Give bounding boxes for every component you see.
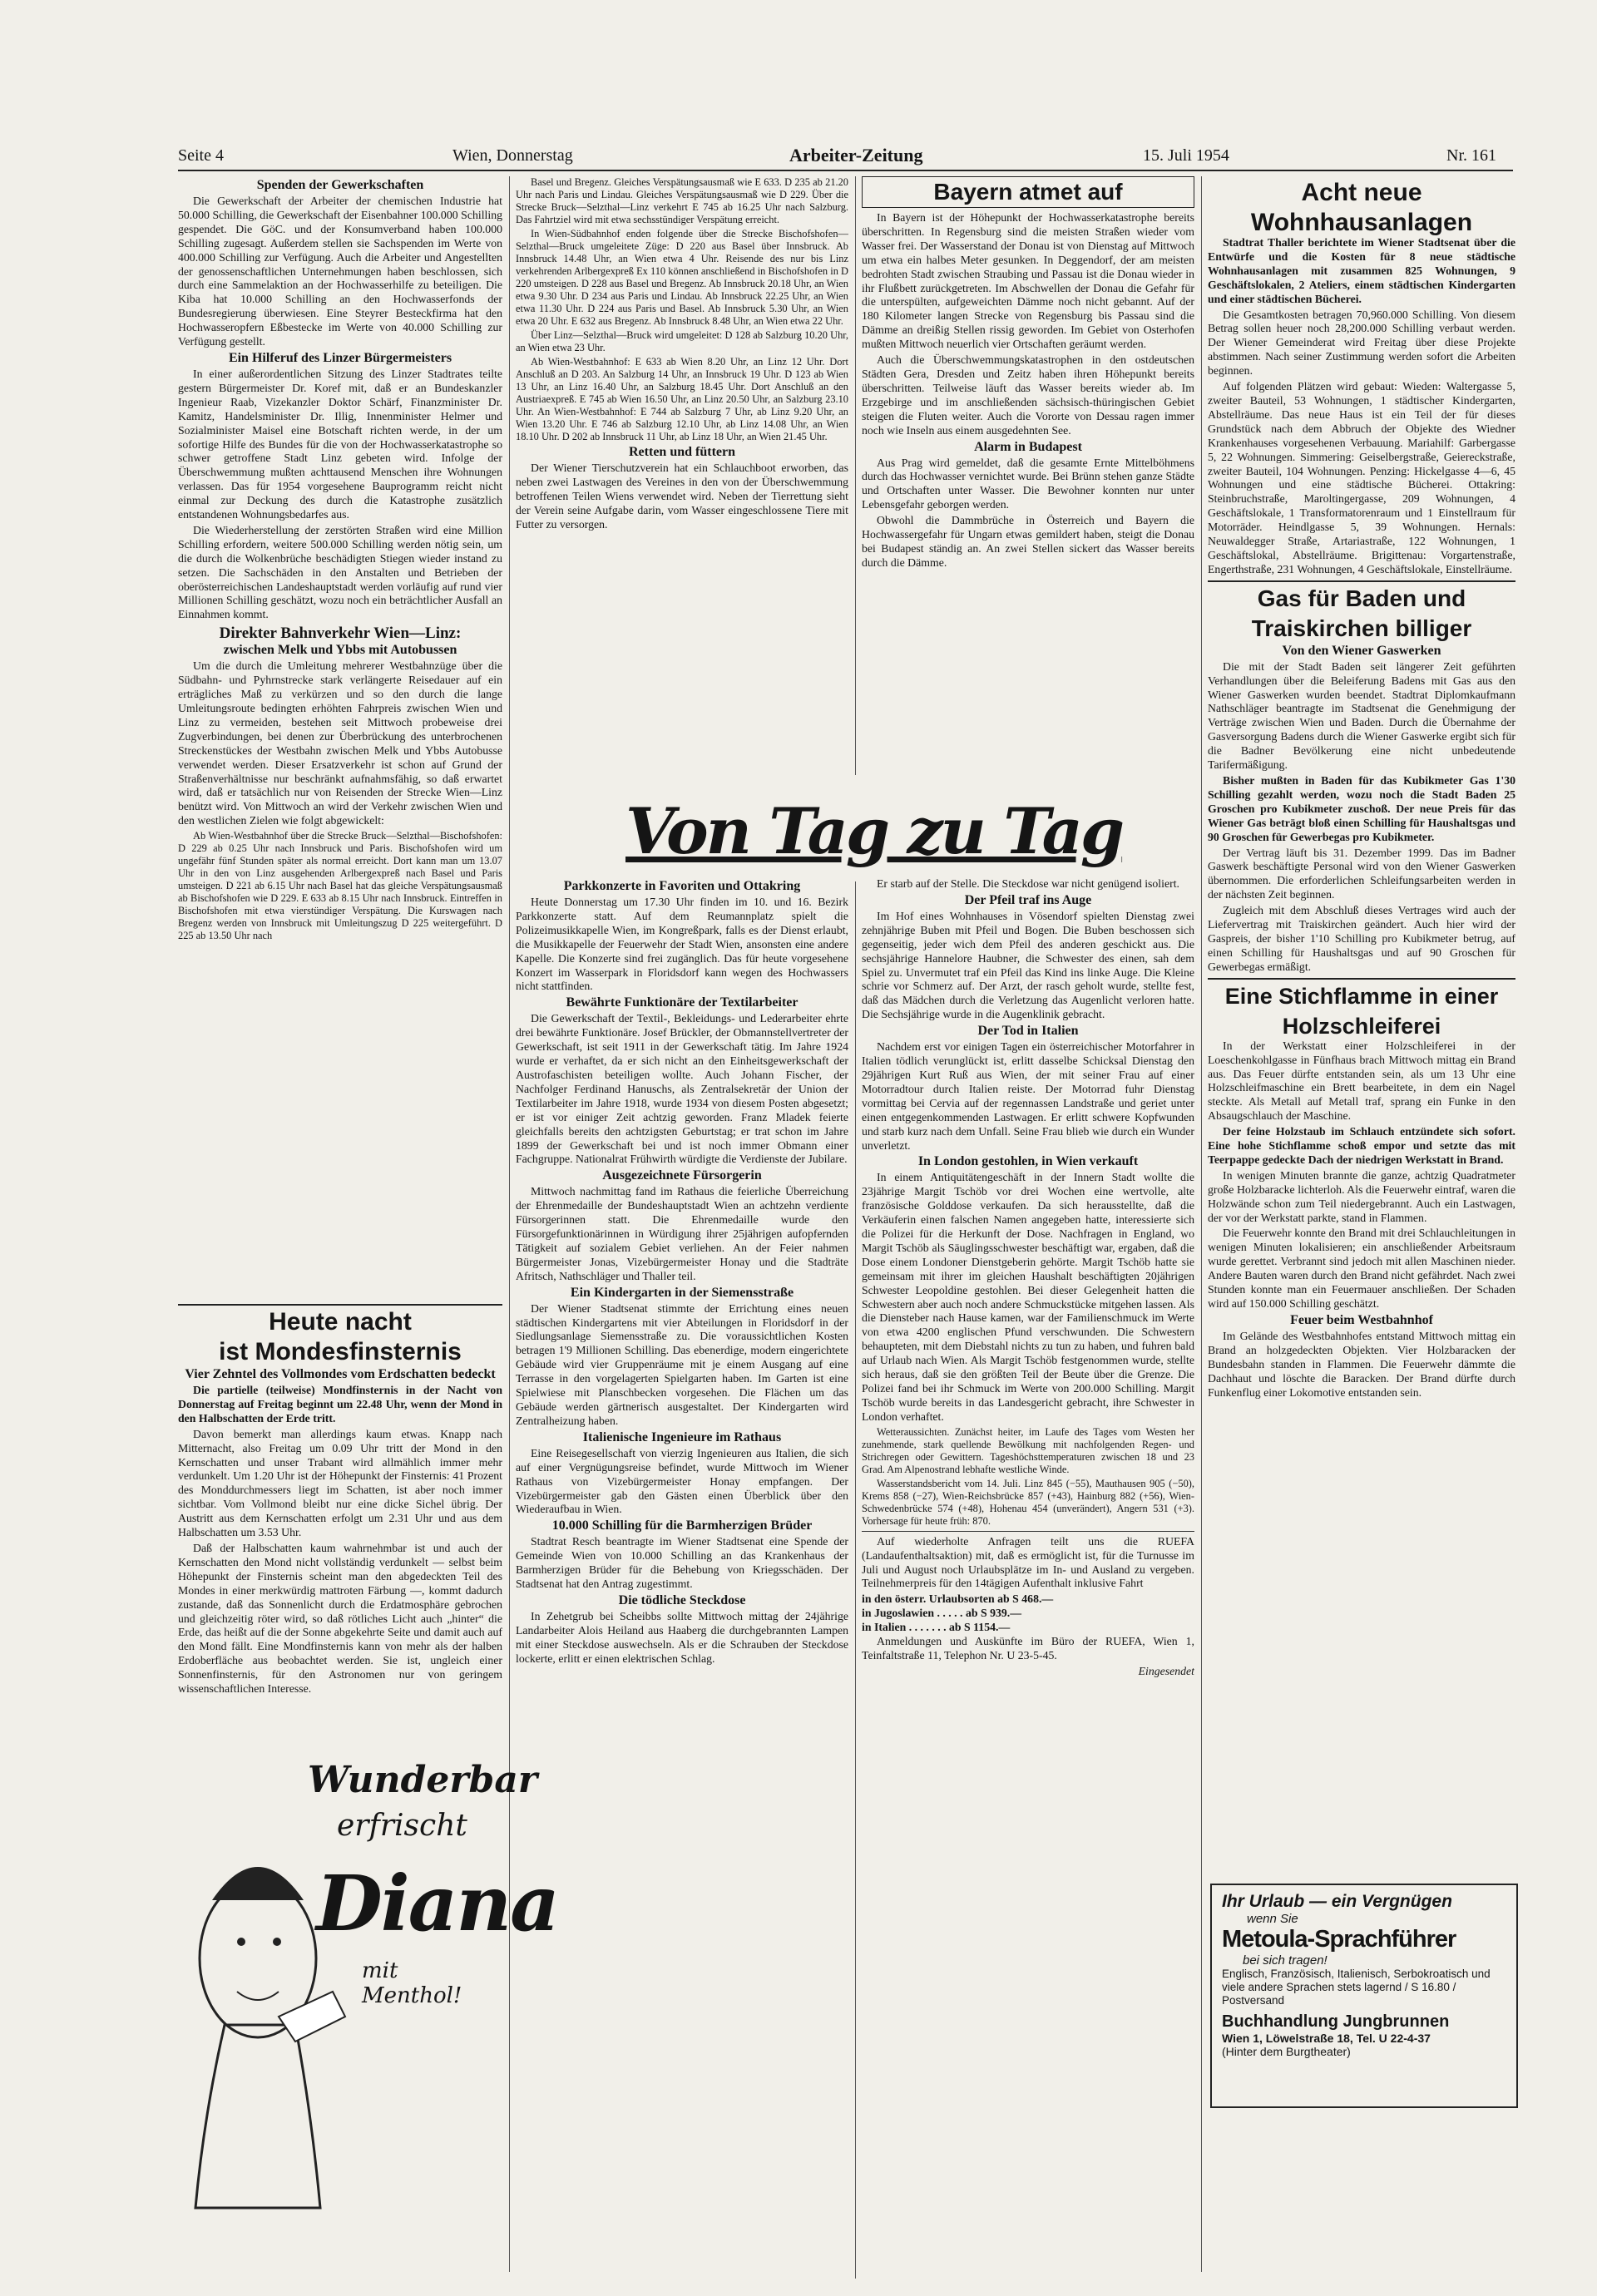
divider bbox=[862, 1531, 1194, 1532]
article-headline: Acht neue bbox=[1301, 179, 1422, 206]
article-headline: ist Mondesfinsternis bbox=[219, 1338, 462, 1365]
article-subtitle: Von den Wiener Gaswerken bbox=[1282, 643, 1441, 658]
article-text: Der Wiener Tierschutzverein hat ein Schlauchboot erworben, das neben zwei Lastwagen des Vereines in den von der Überschwemmung betroffenen Teilen Wiens verwendet wird. Neben der Tierrettung sieht der Verein seine Aufgabe darin, vom Wasser eingeschlossene Tiere mit Futter zu versorgen. bbox=[516, 462, 848, 531]
article-text: Zugleich mit dem Abschluß dieses Vertrages wird auch der Liefervertrag mit Traiskirchen geändert. Auch hier wird der Gaspreis, der bisher 1'10 Schilling pro Kubikmeter betrug, auf einen Schilling für Haushaltsgas und auf 90 Groschen für Gewerbegas ermäßigt. bbox=[1208, 904, 1515, 973]
ad-slogan: Wunderbar bbox=[308, 1759, 538, 1801]
ad-address: Wien 1, Löwelstraße 18, Tel. U 22-4-37 bbox=[1222, 2032, 1431, 2045]
masthead bbox=[178, 146, 1513, 168]
ad-languages: Englisch, Französisch, Italienisch, Serbokroatisch und viele andere Sprachen stets lagernd / S 16.80 / Postversand bbox=[1222, 1968, 1491, 2007]
water-level-report: Wasserstandsbericht vom 14. Juli. Linz 845 (−55), Mauthausen 905 (−50), Krems 858 (−27), Wien-Reichsbrücke 857 (+43), Hainburg 882 (+56), Wien-Schwedenbrücke 574 (+48), Hohenau 454 (unverändert), Angern 531 (+3). Vorhersage für heute früh: 870. bbox=[862, 1477, 1194, 1527]
article-title: Bewährte Funktionäre der Textilarbeiter bbox=[566, 995, 798, 1010]
article-text: Er starb auf der Stelle. Die Steckdose war nicht genügend isoliert. bbox=[877, 877, 1179, 890]
article-headline: Eine Stichflamme in einer bbox=[1224, 983, 1499, 1009]
article-text: Auf folgenden Plätzen wird gebaut: Wieden: Waltergasse 5, zweiter Bauteil, 53 Wohnungen, 1 städtischer Kindergarten, Abstellräume. Das neue Haus ist ein Teil der für dieses Grundstück nach dem Abbruch der Objekte des Wiedner Krankenhauses vorgesehenen Verbauung. Mariahilf: Garbergasse 5, 22 Wohnungen. Simmering: Geiselbergstraße, Geiereckstraße, zweiter Bauteil, 104 Wohnungen. Penzing: Hickelgasse 4—6, 45 Wohnungen und eine städtische Bücherei. Ottakring: Steinbruchstraße, Maroltingergasse, 209 Wohnungen, 4 Geschäftslokale, 1 Transformatorenraum und 1 Einstellraum für Motorräder. Heindlgasse 5, 39 Wohnungen. Hernals: Neuwaldegger Straße, Artariastraße, 122 Wohnungen, 1 Geschäftslokal, Abstellräume. Brigittenau: Vorgartenstraße, Engerthstraße, 231 Wohnungen, 4 Geschäftslokale, Einstellräume. bbox=[1208, 380, 1515, 575]
article-headline: Traiskirchen billiger bbox=[1251, 615, 1472, 641]
article-title: Spenden der Gewerkschaften bbox=[256, 178, 424, 192]
article-text: Basel und Bregenz. Gleiches Verspätungsausmaß wie E 633. D 235 ab 21.20 Uhr nach Paris und Lindau. Gleiches Verspätungsausmaß wie D 229. Über die Strecke Bruck—Selzthal—Linz verkehrt E 745 ab 16.25 Uhr nach Salzburg. Das Fahrtziel wird mit etwa sechsstündiger Verspätung erreicht. bbox=[516, 176, 848, 225]
article-text: Ab Wien-Westbahnhof über die Strecke Bruck—Selzthal—Bischofshofen: D 229 ab 0.25 Uhr nach Innsbruck und Paris. Bischofshofen wird um ungefähr fünf Stunden später als normal erreicht. Dort kann man um 13.07 Uhr in den von Linz ausgehenden Arlbergexpreß nach Basel und Paris umsteigen. D 221 ab 6.15 Uhr nach Basel hat das gleiche Verspätungsausmaß ab Bischofshofen wie D 229. E 633 ab 8.15 Uhr nach Innsbruck. Eintreffen in Bischofshofen mit etwa vierstündiger Verspätung. Die Kurswagen nach Bregenz werden von Innsbruck mit Umleitungszug D 225 weitergeführt. D 225 ab 13.50 Uhr nach bbox=[178, 830, 502, 942]
ad-brand: Diana bbox=[316, 1859, 558, 1948]
article-headline: Wohnhausanlagen bbox=[1250, 209, 1473, 236]
article-text: Eine Reisegesellschaft von vierzig Ingenieuren aus Italien, die sich auf einer Vergnügungsreise befindet, wurde Mittwoch im Wiener Rathaus von Vizebürgermeister Honay empfangen. Der Vizebürgermeister gab den Gästen einen Überblick über den Wiederaufbau in Wien. bbox=[516, 1446, 848, 1516]
column-3-lower bbox=[862, 877, 1194, 2274]
article-headline: Gas für Baden und bbox=[1257, 585, 1466, 611]
ruefa-price: in Italien . . . . . . . ab S 1154.— bbox=[862, 1621, 1011, 1634]
article-text: Im Gelände des Westbahnhofes entstand Mittwoch mittag ein Brand an holzgedeckten Objekten. Vier Holzbaracken der Bundesbahn standen in Flammen. Die Feuerwehr dämmte die Dachhaut und löschte die Baracken. Der Brand dürfte durch Funkenflug einer Lokomotive entstanden sein. bbox=[1208, 1329, 1515, 1399]
ruefa-price: in den österr. Urlaubsorten ab S 468.— bbox=[862, 1592, 1054, 1606]
ruefa-price: in Jugoslawien . . . . . ab S 939.— bbox=[862, 1607, 1022, 1620]
article-title: Der Tod in Italien bbox=[977, 1024, 1079, 1039]
column-1 bbox=[178, 176, 502, 1311]
article-title: Feuer beim Westbahnhof bbox=[1290, 1312, 1433, 1327]
article-text: Daß der Halbschatten kaum wahrnehmbar ist und auch der Kernschatten den Mond nicht vollständig verdunkelt — selbst beim Höhepunkt der Finsternis scheint man den abgedeckten Teil des Mondes in einer merkwürdig mattroten Färbung —, kommt dadurch zustande, daß das Sonnenlicht durch die Erdatmosphäre gebrochen und gleichzeitig röter wird, so daß rötliches Licht auch „hinter“ die Erde, das heißt auf die der Sonne abgekehrte Seite und damit auch auf den Mond fällt. Eine Mondfinsternis kann von mehr als der halben Erdoberfläche aus beobachtet werden. Sie ist, ungleich einer Sonnenfinsternis, für den Astronomen nur von geringem wissenschaftlichen Interesse. bbox=[178, 1541, 502, 1696]
article-title: Parkkonzerte in Favoriten und Ottakring bbox=[563, 879, 801, 893]
ad-text: bei sich tragen! bbox=[1243, 1953, 1328, 1968]
diana-advertisement bbox=[179, 1742, 558, 2229]
place-date: Wien, Donnerstag bbox=[452, 146, 573, 165]
article-lead: Bisher mußten in Baden für das Kubikmeter Gas 1'30 Schilling gezahlt werden, wozu noch die Stadt Baden 25 Groschen pro Kubikmeter zuschoß. Der neue Preis für das Wiener Gas beträgt bloß einen Schilling für Haushaltsgas und 90 Groschen für Gewerbegas pro Kubikmeter. bbox=[1208, 774, 1515, 843]
metoula-advertisement bbox=[1210, 1884, 1518, 2108]
ad-text: wenn Sie bbox=[1247, 1912, 1298, 1926]
article-text: Auch die Überschwemmungskatastrophen in den ostdeutschen Städten Gera, Dresden und Zeitz haben ihren Höhepunkt bereits überschritten. Teilweise läuft das Wasser bereits wieder ab. Im Erzgebirge und im anschließenden sächsisch-thüringischen Gebiet steigen die Fluten weiter. Auch die Vororte von Dessau ragen immer noch wie Inseln aus einem ausgedehnten See. bbox=[862, 353, 1194, 437]
article-title: Ein Hilferuf des Linzer Bürgermeisters bbox=[228, 350, 452, 365]
article-text: Heute Donnerstag um 17.30 Uhr finden im 10. und 16. Bezirk Parkkonzerte statt. Auf dem Reumannplatz spielt die Polizeimusikkapelle Wien, im Kongreßpark, falls es der Dienst erlaubt, die Musikkapelle der Feuerwehr der Stadt Wien, ansonsten eine andere Kapelle. Die Konzerte sind frei zugänglich. Das für heute vorgesehene Konzert im Wasserpark in Floridsdorf kann wegen des Hochwassers nicht stattfinden. bbox=[516, 896, 848, 993]
article-text: Die Feuerwehr konnte den Brand mit drei Schlauchleitungen in wenigen Minuten lokalisieren; ein anschließender Arbeitsraum wurde gerettet. Verbrannt sind jedoch mit allen Maschinen nieder. Andere Bauten waren durch den Brand nicht gefährdet. Nach zwei Stunden konnte man ein Feuermauer anschließen. Der Schaden wird auf 150.000 Schilling geschätzt. bbox=[1208, 1227, 1515, 1310]
article-text: Der Wiener Stadtsenat stimmte der Errichtung eines neuen städtischen Kindergartens mit vier Abteilungen in Floridsdorf in der Siedlungsanlage Siemensstraße zu. Die voraussichtlichen Kosten betragen 1'9 Millionen Schilling. Das ebenerdige, modern eingerichtete Gebäude wird vier Gruppenräume mit je einem Ausgang auf eine Terrasse in den vorgelagerten Spielgarten haben. Im Garten ist eine Spielwiese mit Planschbecken vorgesehen. Die Flächen um das Gebäude werden gärtnerisch ausgestaltet. Der Kindergarten wird Zentralheizung haben. bbox=[516, 1301, 848, 1427]
column-rule bbox=[1201, 176, 1202, 2272]
article-title: Die tödliche Steckdose bbox=[618, 1592, 746, 1607]
ruefa-notice: Auf wiederholte Anfragen teilt uns die RUEFA (Landaufenthaltsaktion) mit, daß es ermöglicht ist, für die Turnusse im Juli und August noch Urlaubsplätze im In- und Ausland zu vergeben. Teilnehmerpreis für den 14tägigen Aufenthalt inklusive Fahrt bbox=[862, 1534, 1194, 1590]
article-subtitle: zwischen Melk und Ybbs mit Autobussen bbox=[223, 643, 457, 658]
article-title: Alarm in Budapest bbox=[974, 439, 1082, 454]
article-text: Um die durch die Umleitung mehrerer Westbahnzüge über die Südbahn- und Pyhrnstrecke stark verlängerte Reisedauer auf ein erträgliches Maß zu verkürzen und so den durch die lange Umleitungsroute bedingten erhöhten Fahrpreis zwischen Wien und Linz zu vermeiden, bestehen seit Mittwoch probeweise drei Zugverbindungen, bei denen zur Überbrückung des unterbrochenen Streckenstückes der Westbahn zwischen Melk und Ybbs Autobusse verwendet werden. Dieser Ersatzverkehr ist schon auf Grund der Straßenverhältnisse nur beschränkt aufnahmsfähig, so daß erwartet wird, daß er tatsächlich nur von Reisenden der Strecke Wien—Linz benützt wird. Von Mittwoch an wird der Verkehr zwischen Wien und den westlichen Zielen wie folgt abgewickelt: bbox=[178, 659, 502, 827]
ad-slogan: erfrischt bbox=[337, 1809, 467, 1843]
article-headline: Heute nacht bbox=[269, 1308, 412, 1336]
eclipse-article bbox=[178, 1304, 502, 1728]
ad-brand: Metoula-Sprachführer bbox=[1222, 1926, 1456, 1953]
article-text: In einem Antiquitätengeschäft in der Innern Stadt wollte die 23jährige Margit Tschöb vor drei Wochen eine wertvolle, alte französische Golddose verkaufen. Da sich herausstellte, daß die Verkäuferin einen falschen Namen angegeben hatte, interessierte sich die Polizei für die Herkunft der Dose. Nachfragen in England, wo Margit Tschöb als Säuglingsschwester beschäftigt war, ergaben, daß die Dose einem Londoner Dienstgeberin gehörte. Margit Tschöb hatte sie gemeinsam mit ihrer im gleichen Haushalt beschäftigten 20jährigen Schwester Leopoldine gestohlen. Bei dieser Gelegenheit hatten die Schwestern aber auch noch andere Schmuckstücke mitgehen lassen. Als die Diensteber nach Hause kamen, war der Familienschmuck im Werte von etwa 4200 englischen Pfund verschwunden. Die Schwestern behaupteten, mit dem Diebstahl nichts zu tun zu haben, und fuhren bald auf Urlaub nach Wien. Als Margit Tschöb festgenommen wurde, stellte sich heraus, daß sie den größten Teil der Beute über die Grenze. Die Polizei fand bei ihr Schmuck im Werte von 200.000 Schilling. Margit Tschöb wurde bereits in das Landesgericht gebracht, ihre Schwester in London verhaftet. bbox=[862, 1171, 1194, 1423]
article-text: Nachdem erst vor einigen Tagen ein österreichischer Motorfahrer in Italien tödlich verunglückt ist, erlitt dasselbe Schicksal Dienstag den 29jährigen Kurt Ruß aus Wien, der mit seiner Frau auf einer Motorradtour durch Italien reiste. Der Motorrad fuhr Dienstag vormittag bei Cervia auf der regennassen Landstraße und geriet unter einen entgegenkommenden Lastwagen. Er erlitt schwere Kopfwunden und starb kurz nach dem Unfall. Seine Frau blieb wie durch ein Wunder unverletzt. bbox=[862, 1040, 1194, 1152]
column-2-lower bbox=[516, 877, 848, 2274]
ad-address-note: (Hinter dem Burgtheater) bbox=[1222, 2045, 1351, 2058]
ruefa-tag: Eingesendet bbox=[1138, 1664, 1194, 1677]
article-title: Retten und füttern bbox=[629, 445, 735, 459]
article-text: In Zehetgrub bei Scheibbs sollte Mittwoch mittag der 24jährige Landarbeiter Alois Heiland aus Haaberg die durchgebrannten Lampen mit einer Steckdose auswechseln. Als er die Schrauben der Steckdose lockerte, erlitt er einen elektrischen Schlag. bbox=[516, 1609, 848, 1665]
article-text: Im Hof eines Wohnhauses in Vösendorf spielten Dienstag zwei zehnjährige Buben mit Pfeil und Bogen. Die Buben beschossen sich gegenseitig, jeder wich dem Pfeil des anderen geschickt aus. Die sechsjährige Hannelore Haubner, die Schwester des einen, sah dem Spiel zu. Unvermutet traf ein Pfeil das Kind ins linke Auge. Die Kleine schrie vor Schmerz auf. Der Arzt, der rasch geholt wurde, stellte fest, daß das Mädchen durch die Verletzung das Augenlicht verloren hatte. Die Sechsjährige wurde in die Augenklinik gebracht. bbox=[862, 909, 1194, 1021]
article-text: Aus Prag wird gemeldet, daß die gesamte Ernte Mittelböhmens durch das Hochwasser vernichtet wurde. Bei Brünn stehen ganze Städte und Ortschaften unter Wasser. Die Bewohner konnten nur unter Lebensgefahr geborgen werden. bbox=[862, 456, 1194, 511]
column-2 bbox=[516, 176, 848, 775]
article-text: Über Linz—Selzthal—Bruck wird umgeleitet: D 128 ab Salzburg 10.20 Uhr, an Wien etwa 23 Uhr. bbox=[516, 329, 848, 353]
article-text: Der Vertrag läuft bis 31. Dezember 1999. Das im Badner Gaswerk beschäftigte Personal wird von den Wiener Gaswerken übernommen. Die erforderlichen Schleifungsarbeiten werden in der nächsten Zeit beginnen. bbox=[1208, 846, 1515, 901]
article-text: Stadtrat Resch beantragte im Wiener Stadtsenat eine Spende der Gemeinde Wien von 10.000 Schilling an das Krankenhaus der Barmherzigen Brüder für die Behebung von Kriegsschäden. Der Stadtsenat hat den Antrag zugestimmt. bbox=[516, 1535, 848, 1591]
article-text: Die Wiederherstellung der zerstörten Straßen wird eine Million Schilling erfordern, weitere 500.000 Schilling werden nötig sein, um die durch die Wolkenbrüche beschädigten Stiegen wieder instand zu setzen. Die Sachschäden in den Anstalten und Betrieben der oberösterreichischen Landeshauptstadt werden vorläufig auf rund vier Millionen Schilling geschätzt, wozu noch ein beträchtlicher Ausfall an Einnahmen kommt. bbox=[178, 523, 502, 621]
article-lead: Die partielle (teilweise) Mondfinsternis in der Nacht von Donnerstag auf Freitag beginnt um 22.48 Uhr, wenn der Mond in den Halbschatten der Erde tritt. bbox=[178, 1384, 502, 1425]
headline-box bbox=[862, 176, 1194, 208]
ruefa-contact: Anmeldungen und Auskünfte im Büro der RUEFA, Wien 1, Teinfaltstraße 11, Telephon Nr. U 23-5-45. bbox=[862, 1635, 1194, 1662]
column-rule bbox=[855, 176, 856, 775]
article-text: In Wien-Südbahnhof enden folgende über die Strecke Bischofshofen—Selzthal—Bruck umgeleitete Züge: D 220 aus Basel über Innsbruck. Ab Innsbruck 14.48 Uhr, an Wien etwa 4 Uhr. Reisende des nur bis Linz verkehrenden Arlbergexpreß Ex 110 können anschließend in Bischofshofen in D 220 umsteigen. D 228 aus Basel und Bregenz. Ab Innsbruck 20.18 Uhr, an Wien etwa 9.30 Uhr. D 234 aus Paris und Lindau. Ab Innsbruck 22.25 Uhr, an Wien etwa 11.30 Uhr. D 224 aus Paris und Basel. Ab Innsbruck 5.30 Uhr, an Wien etwa 20 Uhr. E 632 aus Bregenz. Ab Innsbruck 8.48 Uhr, an Wien etwa 22 Uhr. bbox=[516, 228, 848, 327]
ad-headline: Ihr Urlaub — ein Vergnügen bbox=[1222, 1892, 1452, 1911]
ad-slogan: mit Menthol! bbox=[362, 1958, 462, 2008]
column-4 bbox=[1208, 176, 1515, 1873]
article-text: In Bayern ist der Höhepunkt der Hochwasserkatastrophe bereits überschritten. In Regensburg sind die meisten Straßen wieder vom Wasser frei. Der Wasserstand der Donau ist von Dienstag auf Mittwoch um etwa ein halbes Meter gesunken. In Deggendorf, der am meisten bedrohten Stadt zwischen Straubing und Passau ist die Donau wieder in ihr Flußbett zurückgetreten. Im Abschwellen der Donau die Gefahr für die unterspülten, aufgeweichten Dämme noch nicht gebannt. Auf der 180 Kilometer langen Strecke von Regensburg bis Passau sind die Dämme an dreißig Stellen rissig geworden. Im Gebiet von Osterhofen mußten Mittwoch neuerlich vier Ortschaften geräumt werden. bbox=[862, 211, 1194, 351]
article-title: Ausgezeichnete Fürsorgerin bbox=[602, 1168, 762, 1183]
page-number: Seite 4 bbox=[178, 146, 224, 165]
article-headline: Bayern atmet auf bbox=[933, 179, 1123, 205]
ad-shop-name: Buchhandlung Jungbrunnen bbox=[1222, 2012, 1450, 2031]
issue-number: Nr. 161 bbox=[1446, 146, 1496, 165]
section-banner: Von Tag zu Tag bbox=[625, 794, 1123, 868]
masthead-rule bbox=[178, 170, 1513, 171]
article-text: Die Gewerkschaft der Arbeiter der chemischen Industrie hat 50.000 Schilling, die Gewerkschaft der Eisenbahner 100.000 Schilling gespendet. Die GöC. und der Konsumverband haben 100.000 Schilling zugesagt. Außerdem stellen sie Sachspenden im Werte von 400.000 Schilling zur Verfügung. Auch die Arbeiter und Angestellten der genossenschaftlichen Unternehmungen haben beschlossen, sich durch eine Sammelaktion an der Hochwasserhilfe zu beteiligen. Die Kiba hat 10.000 Schilling an den Hochwasserfonds der Bundesregierung überwiesen. Eine Steyrer Besteckfirma hat den Hochwasseropfern Eßbestecke im Werte von 40.000 Schilling zur Verfügung gestellt. bbox=[178, 195, 502, 348]
divider bbox=[1208, 580, 1515, 582]
article-text: In wenigen Minuten brannte die ganze, achtzig Quadratmeter große Holzbaracke lichterloh. Als die Feuerwehr eintraf, waren die Holzwände schon zum Teil niedergebrannt. Auch ein Lastwagen, der vor der Werkstatt parkte, stand in Flammen. bbox=[1208, 1168, 1515, 1224]
column-rule bbox=[509, 176, 510, 2272]
article-text: Ab Wien-Westbahnhof: E 633 ab Wien 8.20 Uhr, an Linz 12 Uhr. Dort Anschluß an D 203. An Salzburg 14 Uhr, an Innsbruck 19 Uhr. D 123 ab Wien 13 Uhr, an Linz 16.40 Uhr, an Salzburg 18.45 Uhr. Dort Anschluß an den Austriaexpreß. E 745 ab Wien 16.50 Uhr, an Linz 20.50 Uhr, an Salzburg 23.10 Uhr. An Wien-Westbahnhof: E 744 ab Salzburg 7 Uhr, ab Linz 9.20 Uhr, an Wien 13.20 Uhr. E 746 ab Salzburg 12.10 Uhr, ab Linz 14.08 Uhr, an Wien 18.10 Uhr. D 202 ab Innsbruck 11 Uhr, ab Linz 18 Uhr, an Wien 21.45 Uhr. bbox=[516, 356, 848, 442]
divider bbox=[1208, 978, 1515, 980]
article-title: Italienische Ingenieure im Rathaus bbox=[582, 1429, 782, 1444]
article-subtitle: Vier Zehntel des Vollmondes vom Erdschatten bedeckt bbox=[185, 1367, 496, 1381]
article-text: Die Gewerkschaft der Textil-, Bekleidungs- und Lederarbeiter ehrte drei bewährte Funktionäre. Josef Brückler, der Obmannstellvertreter der Gewerkschaft, ist seit 1911 in der Gewerkschaft tätig. Im Jahre 1924 wurde er verhaftet, da er sich nicht an den Einheitsgewerkschaft der Austrofaschisten beteiligen wollte. Auch Johann Fischer, der Nachfolger Ferdinand Hanuschs, als Zentralsekretär der Union der Textilarbeiter im Jahre 1918, wurde 1934 von diesem Posten abgesetzt; er ist vor einiger Zeit achtzig geworden. Franz Mladek feierte gleichfalls bereits den achtzigsten Geburtstag; er trat schon im Jahre 1899 der Gewerkschaft bei und ist noch immer Obmann einer Fachgruppe. Nationalrat Frühwirth würdigte die Verdienste der Jubilare. bbox=[516, 1012, 848, 1166]
article-lead: Stadtrat Thaller berichtete im Wiener Stadtsenat über die Entwürfe und die Kosten für 8 neue städtische Wohnhausanlagen mit zusammen 825 Wohnungen, 9 Geschäftslokalen, 2 Ateliers, einem städtischen Kindergarten und einer städtischen Bücherei. bbox=[1208, 236, 1515, 305]
article-text: Die mit der Stadt Baden seit längerer Zeit geführten Verhandlungen über die Beleiferung Badens mit Gas aus den Wiener Gaswerken wurden beendet. Stadtrat Diplomkaufmann Nathschläger beantragte im Stadtsenat die Genehmigung der Verträge zwischen Wien und Baden. Durch die Übernahme der Gasversorgung Badens durch die Wiener Gaswerke ergibt sich für die Badner Bevölkerung eine nicht unbedeutende Tarifermäßigung. bbox=[1208, 659, 1515, 772]
article-text: In der Werkstatt einer Holzschleiferei in der Loeschenkohlgasse in Fünfhaus brach Mittwoch mittag ein Brand aus. Das Feuer dürfte entstanden sein, als um 13 Uhr eine Holzschleifmaschine ein Brett bearbeitete, in dem ein Nagel steckte. Als Metall auf Metall traf, sprang ein Funke in den Absaugschlauch der Maschine. bbox=[1208, 1039, 1515, 1123]
article-text: Obwohl die Dammbrüche in Österreich und Bayern die Hochwassergefahr für Ungarn etwas gemildert haben, steigt die Donau bei Budapest ständig an. An zwei Stellen sickert das Wasser bereits durch die Dämme. bbox=[862, 514, 1194, 569]
article-title: Direkter Bahnverkehr Wien—Linz: bbox=[219, 625, 462, 643]
article-headline: Holzschleiferei bbox=[1282, 1013, 1441, 1039]
box-rule bbox=[178, 1304, 502, 1306]
article-title: Ein Kindergarten in der Siemensstraße bbox=[570, 1285, 794, 1300]
article-text: Mittwoch nachmittag fand im Rathaus die feierliche Überreichung der Ehrenmedaille der Bundeshauptstadt Wien an achtzehn verdiente Fürsorgerinnen statt. Die Ehrenmedaille wurde den Fürsorgefunktionärinnen in Würdigung ihrer 25jährigen aufopfernden Tätigkeit auf sozialem Gebiet verliehen. An der Feier nahmen Bürgermeister Jonas, Vizebürgermeister Honay und die Stadträte Afritsch, Nathschläger und Thaller teil. bbox=[516, 1185, 848, 1282]
article-text: Die Gesamtkosten betragen 70,960.000 Schilling. Von diesem Betrag sollen heuer noch 28,200.000 Schilling verbaut werden. Der Wiener Gemeinderat wird Freitag über diese Projekte abstimmen. Nach seiner Zustimmung werden sofort die Arbeiten beginnen. bbox=[1208, 308, 1515, 378]
column-rule bbox=[855, 881, 856, 2279]
article-title: Der Pfeil traf ins Auge bbox=[964, 892, 1092, 907]
article-title: 10.000 Schilling für die Barmherzigen Brüder bbox=[551, 1518, 813, 1533]
article-title: In London gestohlen, in Wien verkauft bbox=[917, 1154, 1139, 1169]
article-text: Davon bemerkt man allerdings kaum etwas. Knapp nach Mitternacht, also Freitag um 0.09 Uhr tritt der Mond in den Kernschatten und unser Trabant wird allmählich immer mehr verdunkelt. Um 1.20 Uhr ist der Höhepunkt der Finsternis: 41 Prozent des Monddurchmessers liegt im Schatten, ist aber noch immer sichtbar. Vom Vollmond bleibt nur eine dicke Sichel übrig. Der Austritt aus dem Kernschatten erfolgt um 2.31 Uhr und aus dem Halbschatten um 3.53 Uhr. bbox=[178, 1427, 502, 1539]
issue-date: 15. Juli 1954 bbox=[1143, 146, 1229, 165]
column-3 bbox=[862, 176, 1194, 775]
article-text: In einer außerordentlichen Sitzung des Linzer Stadtrates teilte gestern Bürgermeister Dr. Koref mit, daß er an Bundeskanzler Ingenieur Raab, Vizekanzler Doktor Schärf, Finanzminister Dr. Kamitz, Handelsminister Dr. Illig, Innenminister Helmer und Sozialminister Maisel eine Botschaft richten werde, in der um sofortige Hilfe des Bundes für die von der Hochwasserkatastrophe so schwer getroffene Stadt Linz gebeten wird. Infolge der Überschwemmung mußten achttausend Menschen ihre Wohnungen verlassen. Das für 1954 vorgesehene Bauprogramm reicht nicht einmal zur Deckung des durch die Katastrophe zusätzlich entstandenen Wohnungsbedarfes aus. bbox=[178, 367, 502, 521]
weather-forecast: Wetteraussichten. Zunächst heiter, im Laufe des Tages vom Westen her zunehmende, stark quellende Bewölkung mit nachfolgenden Regen- und Strichregen oder Gewittern. Tageshöchsttemperaturen zwischen 18 und 23 Grad. Am Alpenostrand lebhafte westliche Winde. bbox=[862, 1425, 1194, 1475]
article-lead: Der feine Holzstaub im Schlauch entzündete sich sofort. Eine hohe Stichflamme schoß empor und setzte das mit Teerpappe gedeckte Dach der niedrigen Werkstatt in Brand. bbox=[1208, 1125, 1515, 1166]
newspaper-name: Arbeiter-Zeitung bbox=[789, 145, 923, 165]
